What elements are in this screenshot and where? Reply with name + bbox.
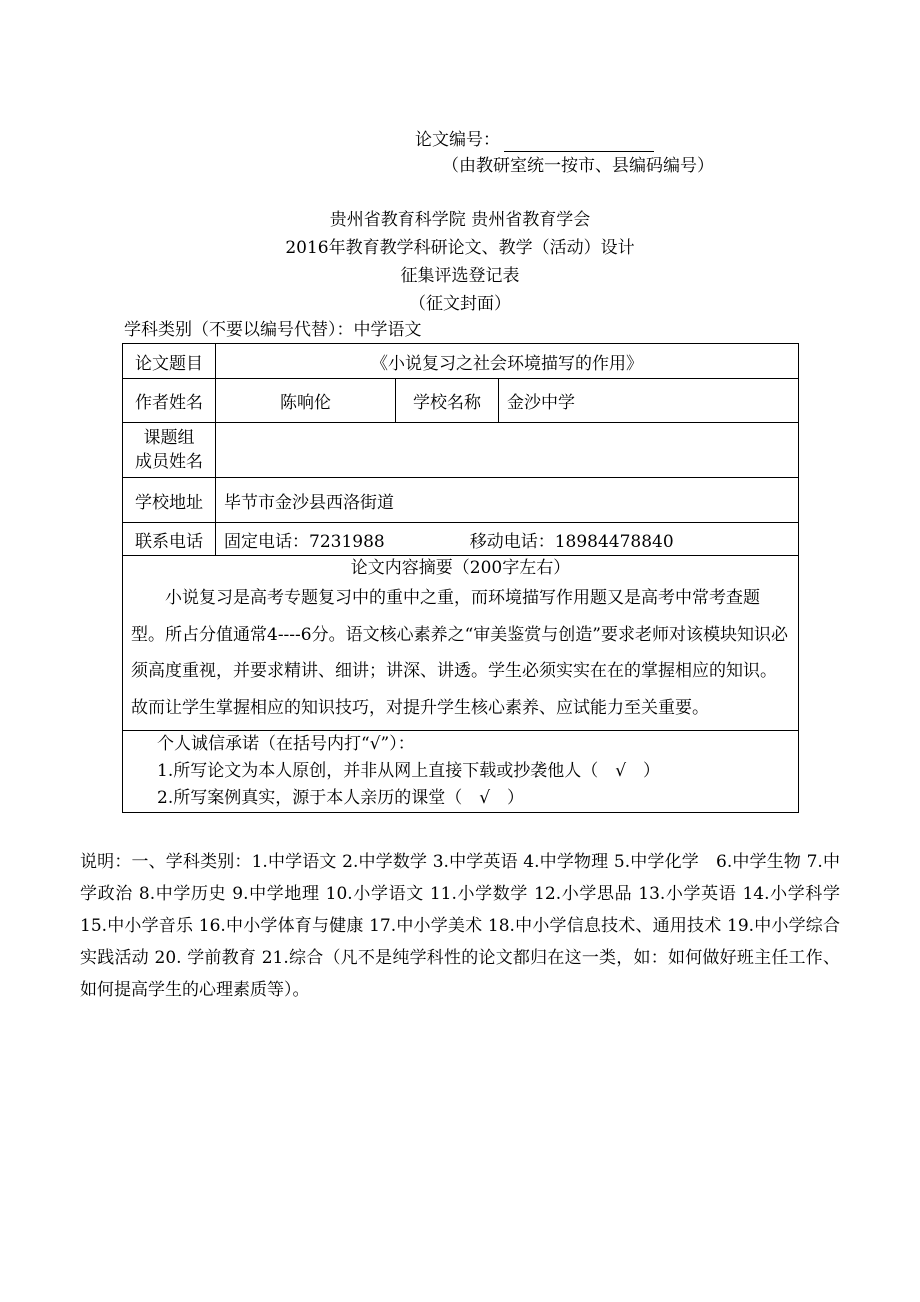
author-label: 作者姓名 <box>123 379 216 423</box>
paper-number-blank <box>504 133 654 152</box>
paper-title-value: 《小说复习之社会环境描写的作用》 <box>216 344 799 379</box>
abstract-heading: 论文内容摘要（200字左右） <box>350 558 571 578</box>
members-value <box>216 423 799 478</box>
address-value: 毕节市金沙县西洛街道 <box>216 478 799 523</box>
abstract-text: 小说复习是高考专题复习中的重中之重，而环境描写作用题又是高考中常考查题型。所占分值通常4----6分。语文核心素养之“审美鉴赏与创造”要求老师对该模块知识必须高度重视，并要求精讲、细讲；讲深、讲透。学生必须实实在在的掌握相应的知识。故而让学生掌握相应的知识技巧，对提升学生核心素养、应试能力至关重要。 <box>131 588 788 718</box>
landline-phone: 固定电话：7231988 <box>224 531 385 552</box>
cover-subtitle: （征文封面） <box>409 294 511 314</box>
row-phone <box>123 523 799 556</box>
registration-form-table <box>122 343 799 813</box>
school-label: 学校名称 <box>396 379 499 423</box>
school-value: 金沙中学 <box>499 379 799 423</box>
row-integrity-promise <box>123 731 799 813</box>
mobile-phone: 移动电话：18984478840 <box>469 531 674 552</box>
members-label-line2: 成员姓名 <box>135 452 203 472</box>
row-abstract <box>123 556 799 731</box>
paper-number-hint: （由教研室统一按市、县编码编号） <box>442 156 714 176</box>
subject-category: 学科类别（不要以编号代替）：中学语文 <box>124 320 422 340</box>
explanatory-note: 说明：一、学科类别：1.中学语文 2.中学数学 3.中学英语 4.中学物理 5.中学化学 6.中学生物 7.中学政治 8.中学历史 9.中学地理 10.小学语文 11.小学数学 12.小学思品 13.小学英语 14.小学科学 15.中小学音乐 16.中小学体育与健康 17.中小学美术 18.中小学信息技术、通用技术 19.中小学综合实践活动 20. 学前教育 21.综合（凡不是纯学科性的论文都归在这一类，如：如何做好班主任工作、如何提高学生的心理素质等）。 <box>80 852 840 1000</box>
phone-label: 联系电话 <box>123 523 216 556</box>
address-label: 学校地址 <box>123 478 216 523</box>
document-title: 2016年教育教学科研论文、教学（活动）设计 <box>285 238 635 258</box>
row-address <box>123 478 799 523</box>
organizer-title: 贵州省教育科学院 贵州省教育学会 <box>329 210 591 230</box>
paper-number-line <box>415 128 654 152</box>
form-title: 征集评选登记表 <box>400 266 520 286</box>
promise-cell <box>123 731 799 813</box>
author-value: 陈响伦 <box>216 379 396 423</box>
abstract-cell <box>123 556 799 731</box>
row-paper-title <box>123 344 799 379</box>
promise-item-1: 1.所写论文为本人原创，并非从网上直接下载或抄袭他人（ √ ） <box>157 761 661 781</box>
members-label <box>123 423 216 478</box>
members-label-line1: 课题组 <box>143 428 195 448</box>
phone-values <box>216 523 799 556</box>
paper-title-label: 论文题目 <box>123 344 216 379</box>
paper-number-label: 论文编号： <box>415 130 500 150</box>
promise-title: 个人诚信承诺（在括号内打“√”）： <box>157 734 415 754</box>
row-author <box>123 379 799 423</box>
row-members <box>123 423 799 478</box>
promise-item-2: 2.所写案例真实，源于本人亲历的课堂（ √ ） <box>157 788 525 808</box>
